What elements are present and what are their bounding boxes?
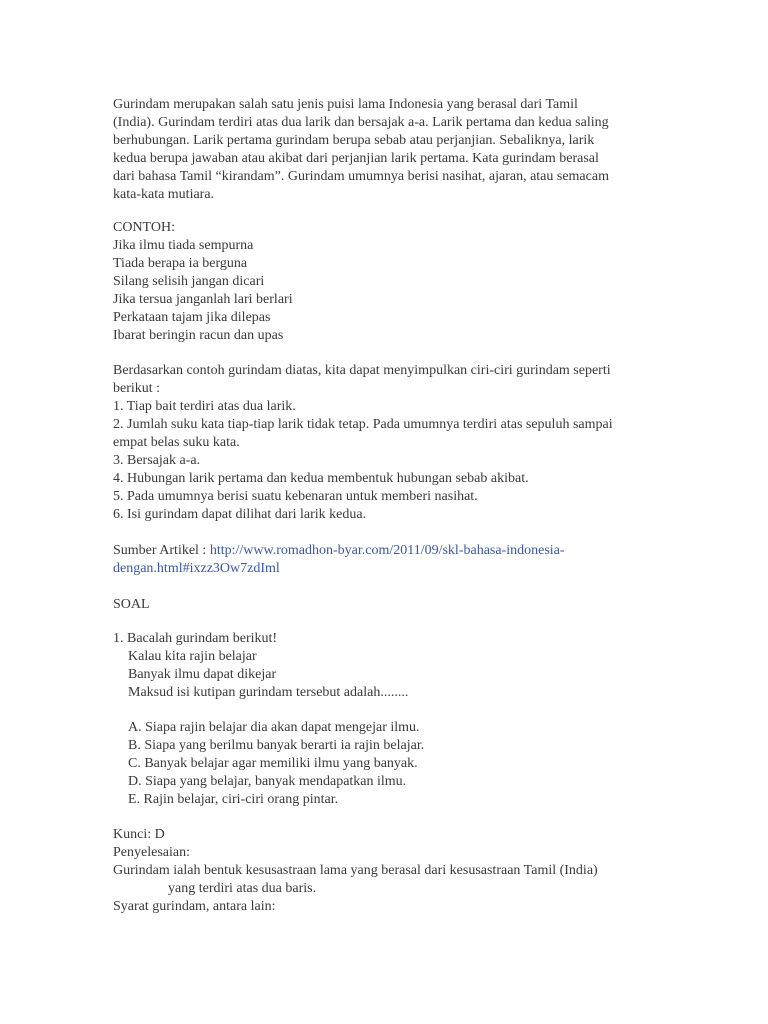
source-link[interactable]: http://www.romadhon-byar.com/2011/09/skl-bahasa-indonesia- [209,543,565,558]
source-label: Sumber Artikel : [113,543,210,558]
solution-text: Gurindam ialah bentuk kesusastraan lama yang berasal dari kesusastraan Tamil (India) [113,863,598,878]
soal-heading: SOAL [113,597,150,612]
soal-heading-block [113,596,658,614]
intro-line: kedua berupa jawaban atau akibat dari perjanjian larik pertama. Kata gurindam berasal [113,151,599,166]
intro-line: kata-kata mutiara. [113,187,215,202]
poem-line: Kalau kita rajin belajar [128,649,257,664]
solution-label: Penyelesaian: [113,845,190,860]
example-heading: CONTOH: [113,220,175,235]
poem-line: Maksud isi kutipan gurindam tersebut adalah........ [128,685,409,700]
question-text: 1. Bacalah gurindam berikut! [113,631,278,646]
answer-section [113,826,658,916]
choice-a: A. Siapa rajin belajar dia akan dapat mengejar ilmu. [128,720,420,735]
traits-section [113,362,658,524]
trait-item: 6. Isi gurindam dapat dilihat dari larik kedua. [113,507,367,522]
trait-item: 3. Bersajak a-a. [113,453,201,468]
traits-intro-line: Berdasarkan contoh gurindam diatas, kita dapat menyimpulkan ciri-ciri gurindam seperti [113,363,611,378]
example-line: Jika tersua janganlah lari berlari [113,292,293,307]
trait-item: 2. Jumlah suku kata tiap-tiap larik tidak tetap. Pada umumnya terdiri atas sepuluh sampai [113,417,613,432]
poem-line: Banyak ilmu dapat dikejar [128,667,277,682]
example-line: Ibarat beringin racun dan upas [113,328,284,343]
trait-item: 4. Hubungan larik pertama dan kedua membentuk hubungan sebab akibat. [113,471,529,486]
choice-c: C. Banyak belajar agar memiliki ilmu yang banyak. [128,756,418,771]
source-line [113,542,658,560]
solution-text-continued: yang terdiri atas dua baris. [168,881,317,896]
choices-list [113,719,658,809]
answer-key: Kunci: D [113,827,165,842]
question-section [113,630,658,702]
traits-intro-line: berikut : [113,381,161,396]
example-line: Jika ilmu tiada sempurna [113,238,254,253]
intro-paragraph [113,96,658,204]
requirements-heading: Syarat gurindam, antara lain: [113,899,276,914]
example-line: Tiada berapa ia berguna [113,256,248,271]
intro-line: (India). Gurindam terdiri atas dua larik dan bersajak a-a. Larik pertama dan kedua saling [113,115,609,130]
example-line: Silang selisih jangan dicari [113,274,265,289]
choice-b: B. Siapa yang berilmu banyak berarti ia rajin belajar. [128,738,425,753]
choice-e: E. Rajin belajar, ciri-ciri orang pintar. [128,792,339,807]
choice-d: D. Siapa yang belajar, banyak mendapatkan ilmu. [128,774,407,789]
example-line: Perkataan tajam jika dilepas [113,310,271,325]
trait-item: 5. Pada umumnya berisi suatu kebenaran untuk memberi nasihat. [113,489,478,504]
source-link-continued[interactable]: dengan.html#ixzz3Ow7zdIml [113,561,280,576]
source-section [113,542,658,578]
trait-item: 1. Tiap bait terdiri atas dua larik. [113,399,296,414]
intro-line: berhubungan. Larik pertama gurindam berupa sebab atau perjanjian. Sebaliknya, larik [113,133,595,148]
intro-line: Gurindam merupakan salah satu jenis puisi lama Indonesia yang berasal dari Tamil [113,97,578,112]
intro-line: dari bahasa Tamil “kirandam”. Gurindam umumnya berisi nasihat, ajaran, atau semacam [113,169,609,184]
trait-item: empat belas suku kata. [113,435,240,450]
example-section [113,219,658,345]
